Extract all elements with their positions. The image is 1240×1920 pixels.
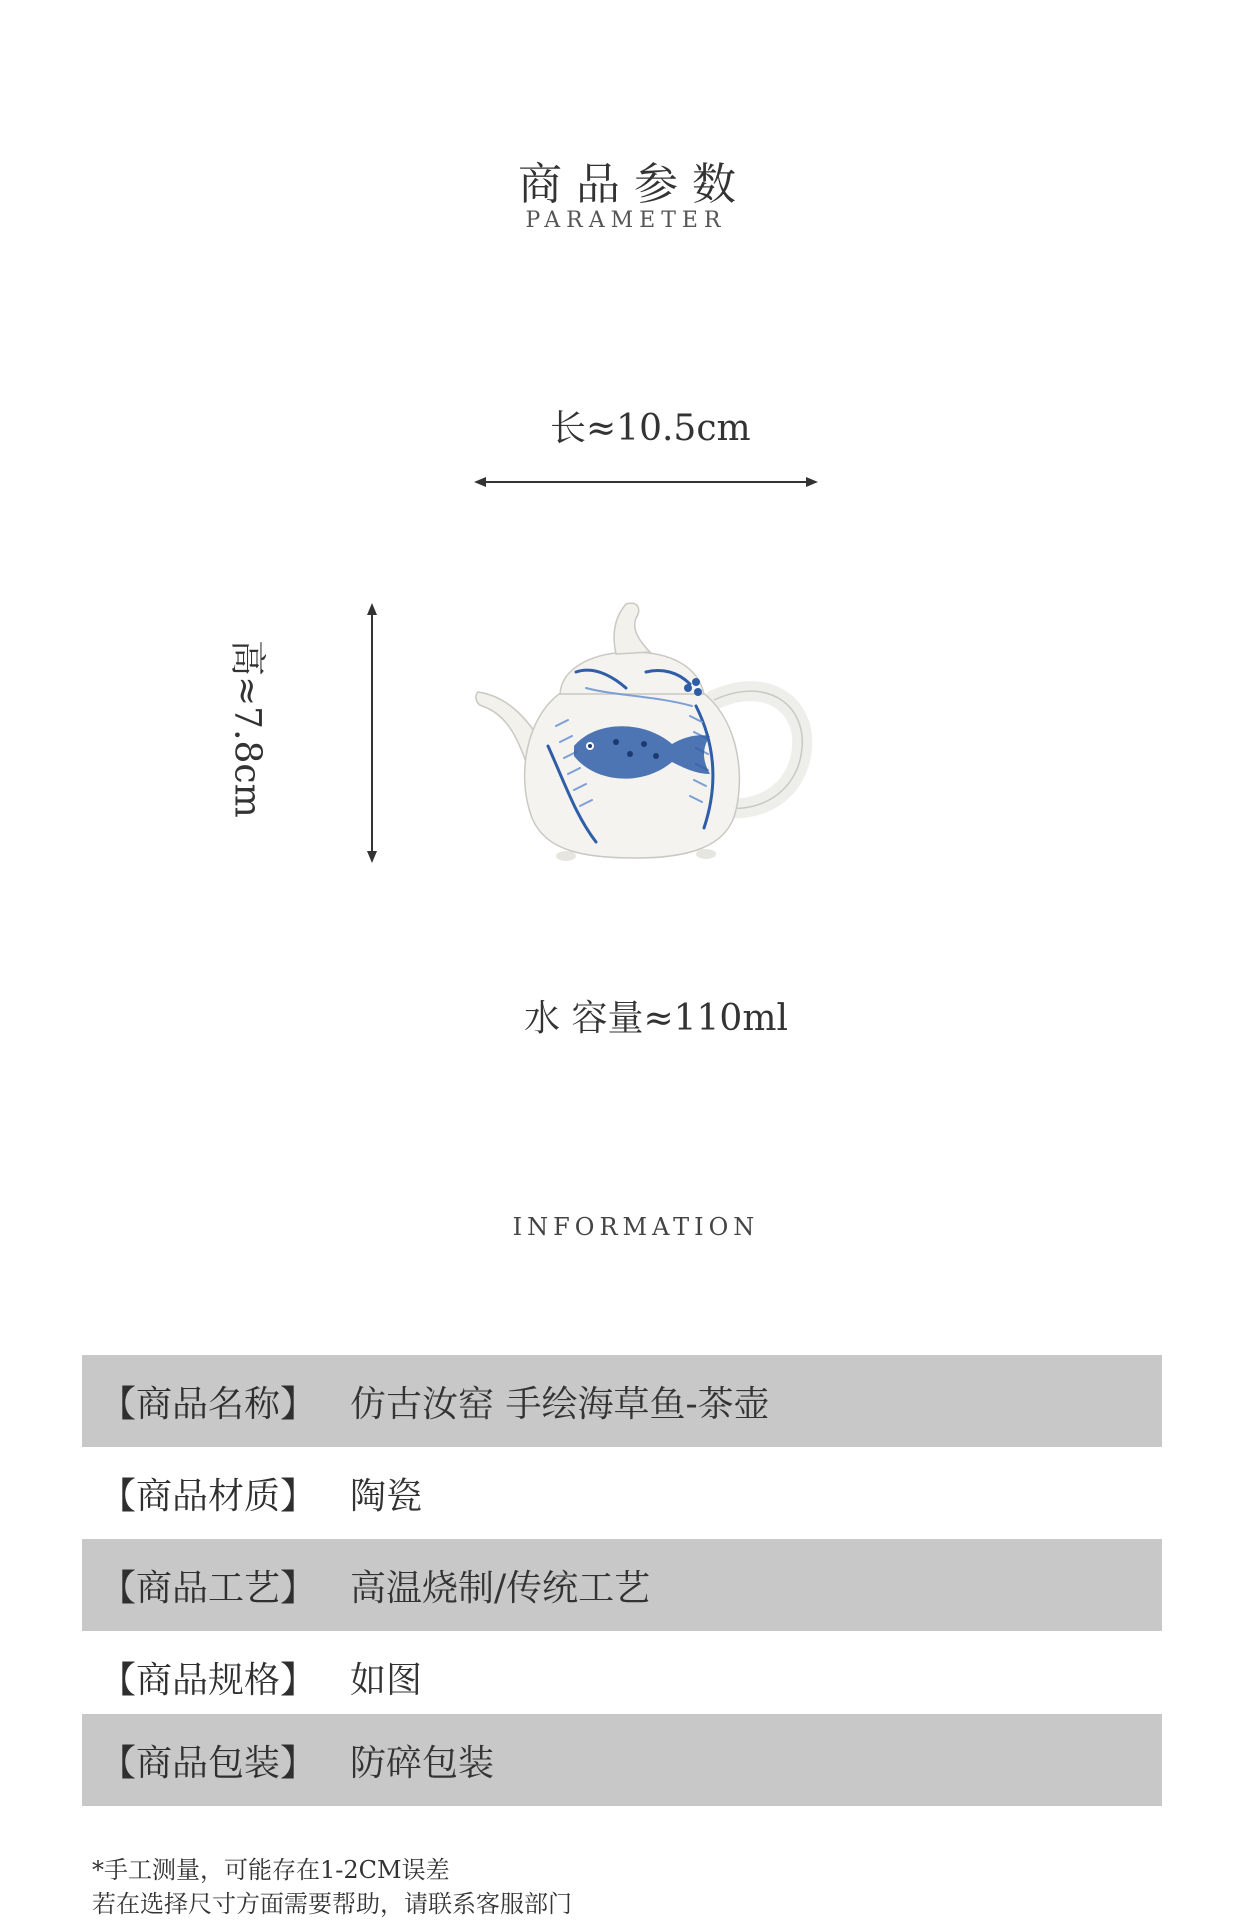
help-note: 若在选择尺寸方面需要帮助，请联系客服部门: [92, 1890, 572, 1918]
info-key: 【商品规格】: [100, 1659, 317, 1701]
information-heading: INFORMATION: [512, 1213, 760, 1241]
info-key: 【商品工艺】: [100, 1567, 317, 1609]
height-arrow-icon: [360, 603, 384, 863]
info-value: 陶瓷: [350, 1475, 423, 1517]
info-value: 高温烧制/传统工艺: [350, 1567, 651, 1609]
capacity-label: 水 容量≈110ml: [524, 998, 788, 1039]
info-value: 防碎包装: [350, 1742, 495, 1784]
height-label: 高≈7.8cm: [226, 640, 268, 818]
measurement-note: *手工测量，可能存在1-2CM误差: [92, 1856, 450, 1884]
info-value: 仿古汝窑 手绘海草鱼-茶壶: [350, 1383, 770, 1425]
info-row-craft: [82, 1539, 1162, 1631]
info-key: 【商品名称】: [100, 1383, 317, 1425]
info-row-name: [82, 1355, 1162, 1447]
page-subtitle: PARAMETER: [525, 208, 727, 233]
info-key: 【商品包装】: [100, 1742, 317, 1784]
page-title: 商品参数: [518, 159, 750, 210]
info-key: 【商品材质】: [100, 1475, 317, 1517]
info-value: 如图: [350, 1659, 423, 1701]
info-row-packaging: [82, 1714, 1162, 1806]
info-row-spec: [82, 1631, 1162, 1723]
info-row-material: [82, 1447, 1162, 1539]
length-label: 长≈10.5cm: [550, 408, 751, 449]
teapot-image: [466, 596, 826, 868]
length-arrow-icon: [474, 470, 818, 494]
